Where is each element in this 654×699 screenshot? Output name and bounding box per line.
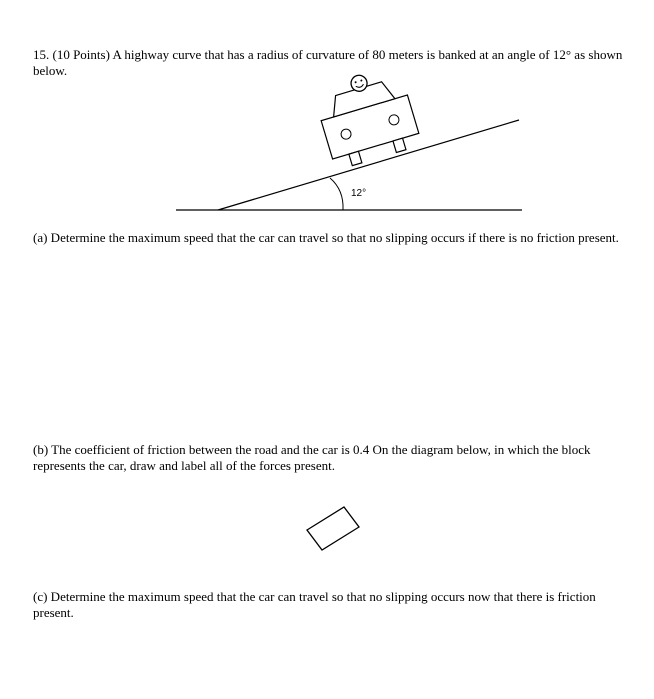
force-diagram-block [307, 507, 359, 550]
angle-label: 12° [351, 188, 367, 199]
car-wheel-left [349, 151, 362, 165]
question-text: 15. (10 Points) A highway curve that has a radius of curvature of 80 meters is banked at an angle of 12° as shown below. [33, 47, 623, 78]
angle-arc [330, 178, 343, 210]
part-a-text: (a) Determine the maximum speed that the car can travel so that no slipping occurs if there is no friction present. [33, 230, 619, 245]
part-c-text: (c) Determine the maximum speed that the car can travel so that no slipping occurs now that there is friction present. [33, 589, 596, 620]
car-wheel-right [393, 138, 406, 152]
part-b-text: (b) The coefficient of friction between the road and the car is 0.4 On the diagram below, in which the block represents the car, draw and label all of the forces present. [33, 442, 591, 473]
